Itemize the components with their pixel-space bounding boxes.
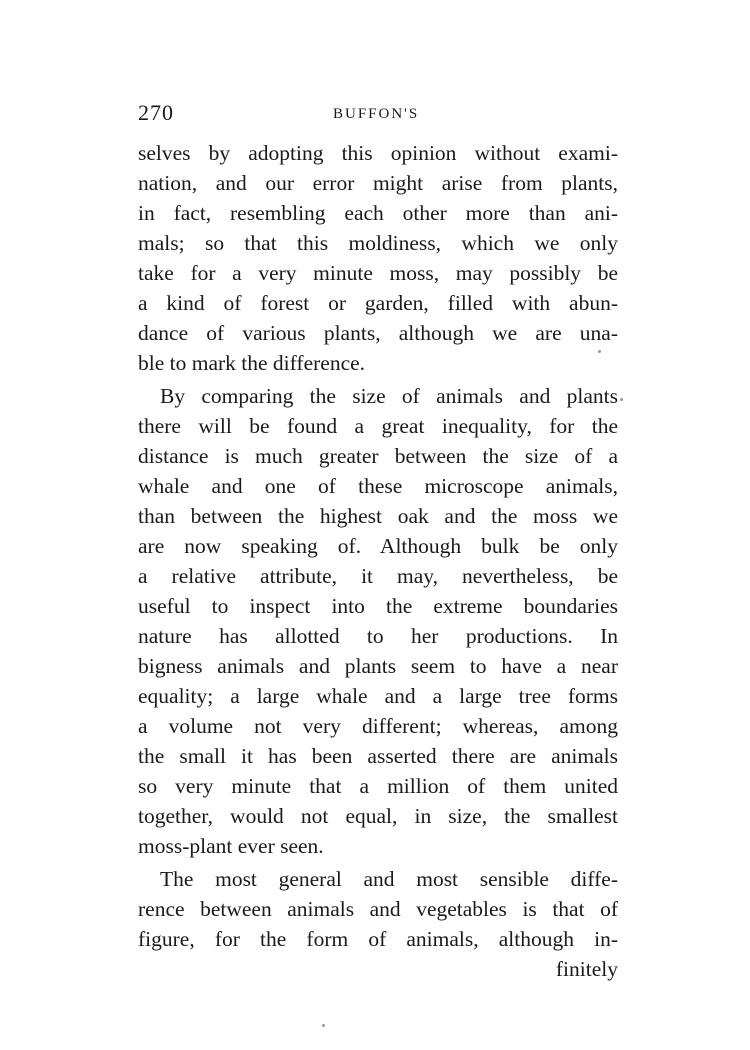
- paper-speck: [322, 1024, 325, 1027]
- text-line: in fact, resembling each other more than ani-: [138, 201, 618, 225]
- text-line: together, would not equal, in size, the smallest: [138, 804, 618, 828]
- body-text: [138, 138, 618, 984]
- running-head: BUFFON'S: [333, 106, 420, 122]
- text-line: a kind of forest or garden, filled with abun-: [138, 291, 618, 315]
- text-line: take for a very minute moss, may possibly be: [138, 261, 618, 285]
- text-line: mals; so that this moldiness, which we only: [138, 231, 618, 255]
- text-line: rence between animals and vegetables is that of: [138, 897, 618, 921]
- text-line: equality; a large whale and a large tree forms: [138, 684, 618, 708]
- text-line: useful to inspect into the extreme boundaries: [138, 594, 618, 618]
- catchword: finitely: [555, 957, 618, 981]
- text-line: there will be found a great inequality, for the: [138, 414, 618, 438]
- text-line: nature has allotted to her productions. In: [138, 624, 618, 648]
- text-line: By comparing the size of animals and plants: [160, 384, 618, 408]
- text-line: whale and one of these microscope animals,: [138, 474, 618, 498]
- text-line: a volume not very different; whereas, among: [138, 714, 618, 738]
- text-line: dance of various plants, although we are una-: [138, 321, 618, 345]
- text-line: are now speaking of. Although bulk be only: [138, 534, 618, 558]
- text-line: figure, for the form of animals, although in-: [138, 927, 618, 951]
- text-line: bigness animals and plants seem to have a near: [138, 654, 618, 678]
- paper-speck: [598, 350, 601, 353]
- text-line: than between the highest oak and the moss we: [138, 504, 618, 528]
- page-number: 270: [138, 100, 174, 125]
- text-line: selves by adopting this opinion without exami-: [138, 141, 618, 165]
- page-header: [138, 100, 618, 130]
- text-line: the small it has been asserted there are animals: [138, 744, 618, 768]
- paper-speck: [620, 398, 623, 401]
- text-line: The most general and most sensible diffe-: [160, 867, 618, 891]
- text-line: ble to mark the difference.: [138, 351, 366, 375]
- text-line: so very minute that a million of them united: [138, 774, 618, 798]
- text-line: moss-plant ever seen.: [138, 834, 324, 858]
- text-line: a relative attribute, it may, nevertheless, be: [138, 564, 618, 588]
- text-line: nation, and our error might arise from plants,: [138, 171, 618, 195]
- text-line: distance is much greater between the size of a: [138, 444, 618, 468]
